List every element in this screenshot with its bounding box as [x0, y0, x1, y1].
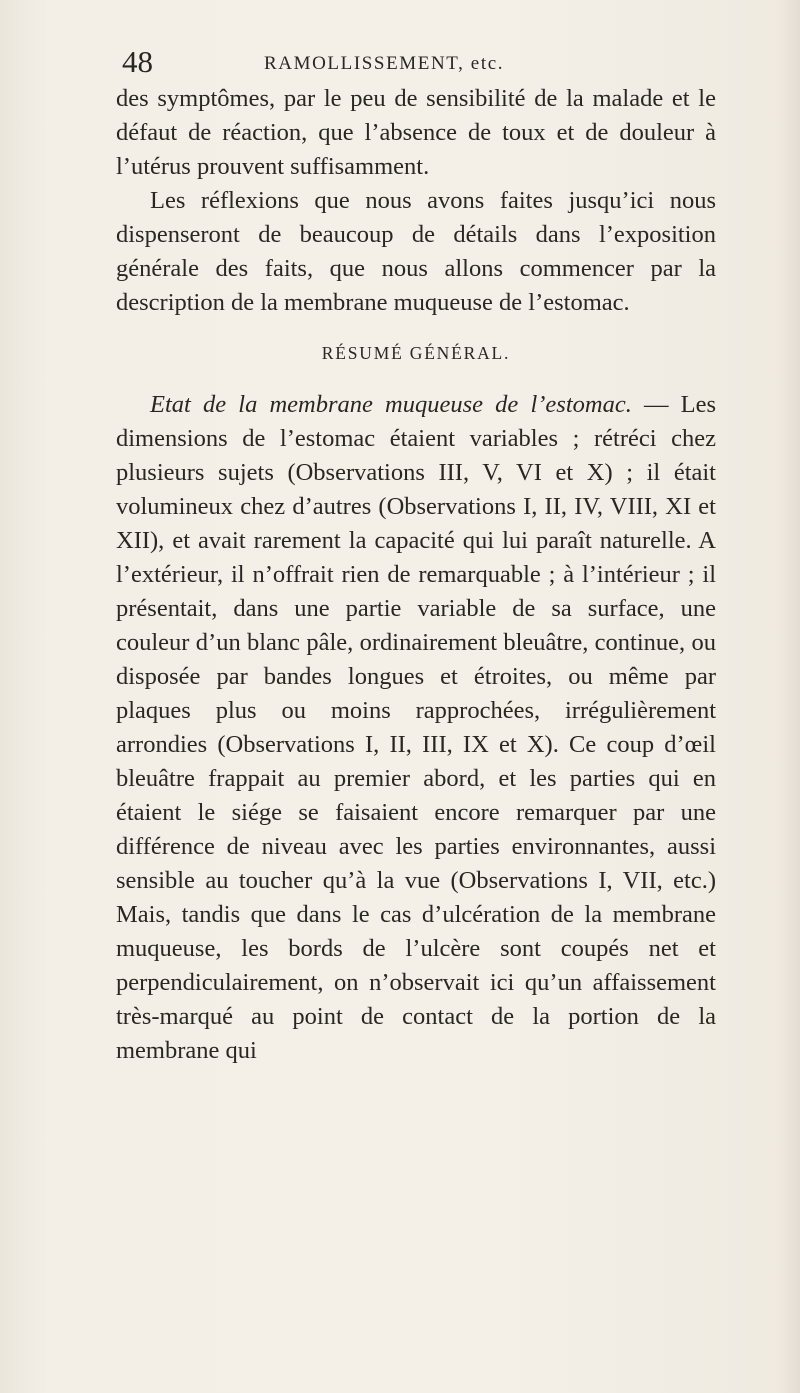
section-heading: RÉSUMÉ GÉNÉRAL.	[321, 343, 511, 363]
paragraph-continued: des symptômes, par le peu de sensibilité de la malade et le défaut de réaction, que l’absence de toux et de douleur à l’utérus prouvent suffisamment.	[116, 85, 716, 180]
page-number: 48	[122, 44, 153, 79]
page-edge-shadow	[778, 0, 800, 1393]
paragraph-run-in-title: Etat de la membrane muqueuse de l’estomac.	[150, 391, 632, 418]
paragraph-etat-membrane	[116, 388, 716, 1068]
paragraph-run-in-text: — Les dimensions de l’estomac étaient variables ; rétréci chez plusieurs sujets (Observations III, V, VI et X) ; il était volumineux chez d’autres (Observations I, II, IV, VIII, XI et XII), et avait rarement la capacité qui lui paraît naturelle. A l’extérieur, il n’offrait rien de remarquable ; à l’intérieur ; il présentait, dans une partie variable de sa surface, une couleur d’un blanc pâle, ordinairement bleuâtre, continue, ou disposée par bandes longues et étroites, ou même par plaques plus ou moins rapprochées, irrégulièrement arrondies (Observations I, II, III, IX et X). Ce coup d’œil bleuâtre frappait au premier abord, et les parties qui en étaient le siége se faisaient encore remarquer par une différence de niveau avec les parties environnantes, aussi sensible au toucher qu’à la vue (Observations I, VII, etc.) Mais, tandis que dans le cas d’ulcération de la membrane muqueuse, les bords de l’ulcère sont coupés net et perpendiculairement, on n’observait ici qu’un affaissement très-marqué au point de contact de la portion de la membrane qui	[116, 391, 717, 1064]
body-text	[116, 82, 716, 1068]
running-title: RAMOLLISSEMENT, etc.	[264, 53, 505, 74]
page-header	[116, 42, 696, 82]
paragraph-reflexions: Les réflexions que nous avons faites jusqu’ici nous dispenseront de beaucoup de détails dans l’exposition générale des faits, que nous allons commencer par la description de la membrane muqueuse de l’estomac.	[116, 187, 716, 316]
